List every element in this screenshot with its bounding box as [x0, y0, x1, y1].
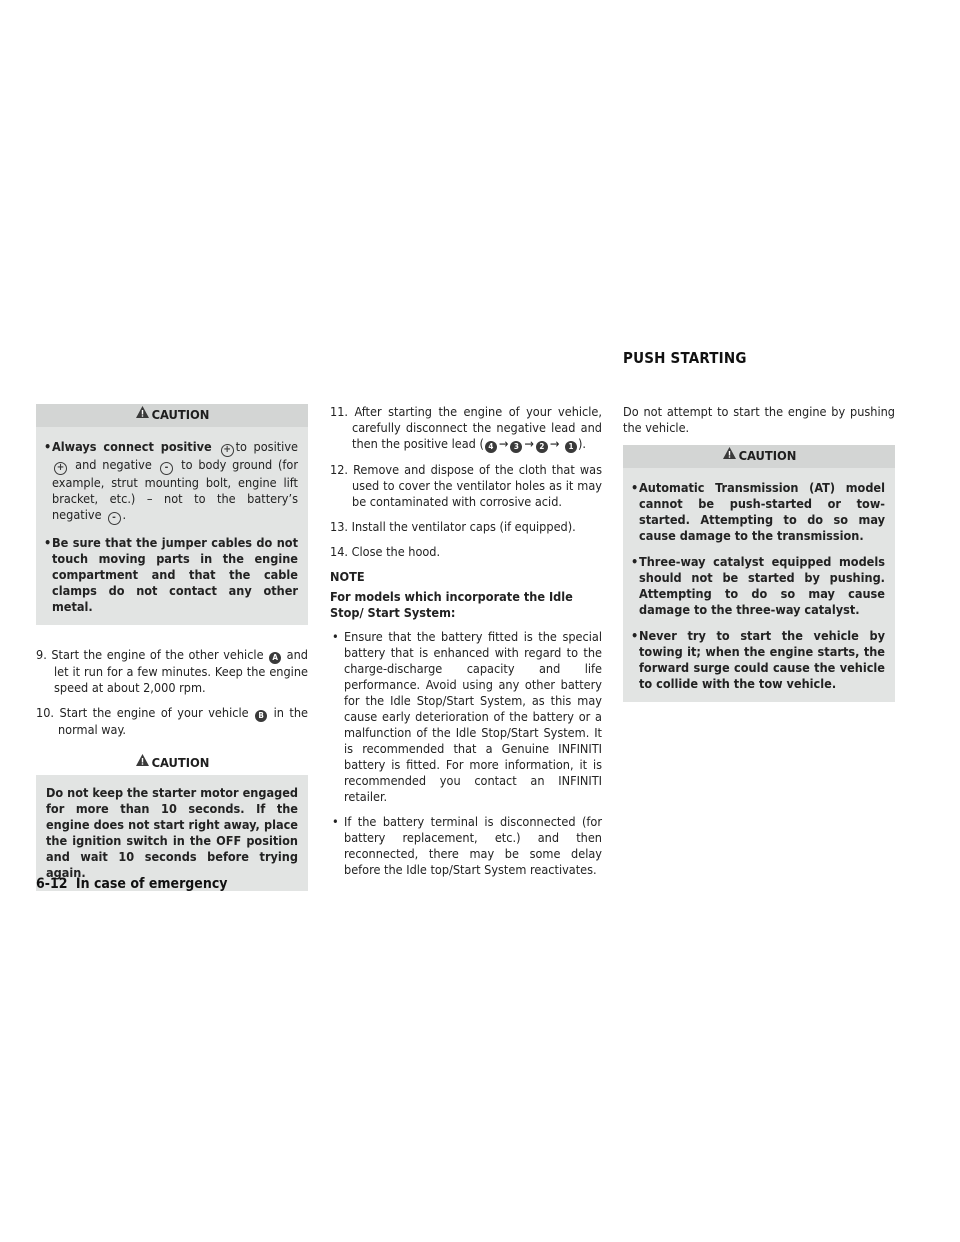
minus-terminal-icon: -: [108, 512, 121, 525]
warning-triangle-icon: [135, 752, 150, 775]
caution-text: Three-way catalyst equipped models should not be started by pushing. Attempting to do so may cause damage to the three-way catalyst.: [639, 554, 885, 617]
bullet-icon: •: [631, 480, 639, 495]
note-intro: For models which incorporate the Idle Stop/ Start System:: [330, 589, 573, 620]
note-bullet: [330, 814, 602, 878]
caution-text: .: [122, 507, 127, 522]
caution-bullet: [623, 480, 895, 544]
arrow-icon: →: [549, 436, 560, 451]
caution-title: CAUTION: [738, 449, 797, 464]
step-9: [36, 647, 308, 696]
page-number: 6-12: [36, 876, 68, 892]
note-text: If the battery terminal is disconnected (for battery replacement, etc.) and then reconnected, there may be some delay before the Idle top/Start System reactivates.: [344, 814, 602, 877]
plus-terminal-icon: +: [54, 462, 67, 475]
push-start-intro: Do not attempt to start the engine by pushing the vehicle.: [623, 404, 895, 435]
note-bullet: [330, 629, 602, 805]
caution-bullet: [623, 628, 895, 692]
step-text: and let it run for a few minutes. Keep the engine speed at about 2,000 rpm.: [54, 647, 308, 695]
cable-3-icon: 3: [510, 441, 522, 453]
caution-body: [623, 468, 895, 692]
step-10: [36, 705, 308, 738]
note-text: Ensure that the battery fitted is the special battery that is enhanced with regard to the charge-discharge capacity and life performance. Avoid using any other battery for the Idle Stop/Start System, as this may cause early deterioration of the battery or a malfunction of the Idle Stop/Start System. It is recommended that a Genuine INFINITI battery is fitted. For more information, it is recommended you contact an INFINITI retailer.: [344, 629, 602, 804]
cable-1-icon: 1: [565, 441, 577, 453]
caution-header: [623, 445, 895, 468]
step-11: [330, 404, 602, 453]
step-13: 13. Install the ventilator caps (if equipped).: [330, 519, 576, 534]
step-text: 11. After starting the engine of your vehicle, carefully disconnect the negative lead and then the positive lead (: [330, 404, 602, 451]
caution-box-starter: [36, 752, 308, 891]
note-label: NOTE: [330, 569, 365, 584]
caution-bullet: [36, 439, 308, 525]
caution-body: [36, 427, 308, 615]
cable-4-icon: 4: [485, 441, 497, 453]
caution-title: CAUTION: [151, 756, 210, 771]
step-12: 12. Remove and dispose of the cloth that was used to cover the ventilator holes as it may be contaminated with corrosive acid.: [330, 462, 602, 509]
bullet-icon: •: [44, 439, 52, 454]
vehicle-a-icon: A: [269, 652, 281, 664]
step-text: in the normal way.: [58, 705, 309, 737]
caution-bullet: [36, 535, 308, 615]
vehicle-b-icon: B: [255, 710, 267, 722]
column-right: [623, 404, 895, 716]
step-text: 9. Start the engine of the other vehicle: [36, 647, 264, 662]
column-middle: [330, 404, 602, 887]
caution-header: [36, 752, 308, 775]
arrow-icon: →: [524, 436, 534, 451]
caution-text: Be sure that the jumper cables do not touch moving parts in the engine compartment and that the cable clamps do not contact any other metal.: [52, 535, 298, 614]
caution-body: Do not keep the starter motor engaged for more than 10 seconds. If the engine does not start right away, place the ignition switch in the OFF position and wait 10 seconds before trying again.: [46, 785, 298, 880]
arrow-icon: →: [498, 436, 509, 451]
warning-triangle-icon: [722, 445, 737, 468]
minus-terminal-icon: -: [160, 462, 173, 475]
bullet-icon: •: [631, 628, 639, 643]
page-footer: [36, 876, 228, 892]
step-text: 10. Start the engine of your vehicle: [36, 705, 249, 720]
caution-text: to positive: [235, 439, 298, 454]
step-14: 14. Close the hood.: [330, 544, 441, 559]
bullet-icon: •: [332, 814, 339, 829]
caution-box-jumper: [36, 404, 308, 625]
step-text: ).: [578, 436, 587, 451]
caution-text: Automatic Transmission (AT) model cannot be push-started or tow-started. Attempting to do so may cause damage to the transmission.: [639, 480, 885, 543]
caution-header: [36, 404, 308, 427]
caution-text: Always connect positive: [52, 439, 212, 454]
caution-box-push-start: [623, 445, 895, 702]
caution-text: Never try to start the vehicle by towing it; when the engine starts, the forward surge could cause the vehicle to collide with the tow vehicle.: [639, 628, 885, 691]
column-left: [36, 404, 308, 905]
bullet-icon: •: [631, 554, 639, 569]
caution-text: to body ground (for example, strut mounting bolt, engine lift bracket, etc.) – not to the battery’s negative: [52, 457, 298, 522]
section-heading: PUSH STARTING: [623, 349, 747, 367]
bullet-icon: •: [44, 535, 52, 550]
caution-bullet: [623, 554, 895, 618]
caution-text: and negative: [75, 457, 152, 472]
chapter-title: In case of emergency: [75, 876, 228, 892]
warning-triangle-icon: [135, 404, 150, 427]
cable-2-icon: 2: [536, 441, 548, 453]
bullet-icon: •: [332, 629, 339, 644]
plus-terminal-icon: +: [221, 444, 234, 457]
caution-title: CAUTION: [151, 408, 210, 423]
